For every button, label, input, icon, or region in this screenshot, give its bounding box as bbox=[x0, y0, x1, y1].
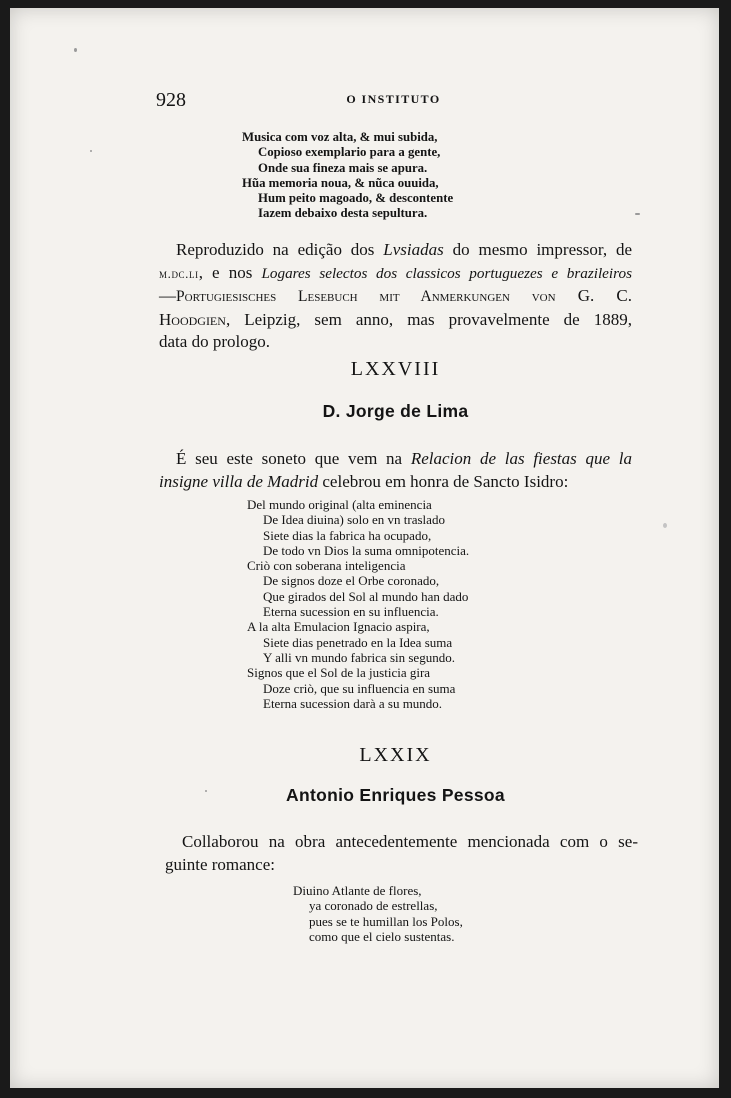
verse-line: De todo vn Dios la suma omnipotencia. bbox=[263, 542, 470, 558]
verse-line: De signos doze el Orbe coronado, bbox=[263, 573, 440, 589]
paragraph-line: data do prologo. bbox=[159, 332, 270, 351]
verse-line: Y alli vn mundo fabrica sin segundo. bbox=[263, 649, 455, 665]
verse-line: Copioso exemplario para a gente, bbox=[258, 145, 441, 160]
verse-sonnet bbox=[247, 497, 469, 711]
section-author-name: D. Jorge de Lima bbox=[322, 401, 469, 421]
verse-line: Hum peito magoado, & descontente bbox=[258, 191, 454, 206]
italic-title: Relacion de las fiestas que la bbox=[410, 449, 632, 468]
verse-line: Siete dias penetrado en la Idea suma bbox=[263, 634, 453, 650]
verse-line: Eterna sucession darà a su mundo. bbox=[263, 695, 443, 711]
paragraph-line bbox=[159, 309, 632, 332]
text-run: celebrou em honra de Sancto Isidro: bbox=[318, 471, 569, 491]
small-caps-name: Hoodgien bbox=[159, 309, 226, 329]
verse-line: como que el cielo sustentas. bbox=[309, 928, 455, 944]
roman-date: m.dc.li bbox=[159, 265, 199, 281]
paragraph-line bbox=[159, 285, 632, 309]
verse-line: De Idea diuina) solo en vn traslado bbox=[263, 512, 445, 528]
verse-line: Que girados del Sol al mundo han dado bbox=[263, 588, 469, 604]
verse-line: Diuino Atlante de flores, bbox=[293, 883, 422, 898]
small-caps-title: Portugiesisches Lesebuch mit Anmerkungen von bbox=[176, 288, 556, 305]
text-run: , Leipzig, sem anno, mas provavelmente de 1889, bbox=[225, 309, 632, 329]
verse-epitaph bbox=[242, 130, 453, 222]
verse-line: Del mundo original (alta eminencia bbox=[247, 497, 432, 512]
verse-line: Criò con soberana inteligencia bbox=[247, 558, 406, 574]
section-numeral-lxxix: LXXIX bbox=[359, 744, 432, 766]
paragraph-romance-intro bbox=[165, 831, 638, 876]
text-run: É seu este soneto que vem na bbox=[176, 449, 411, 468]
verse-line: ya coronado de estrellas, bbox=[309, 898, 438, 914]
verse-line: Eterna sucession en su influencia. bbox=[263, 604, 439, 620]
verse-line: Onde sua fineza mais se apura. bbox=[258, 160, 428, 175]
paragraph-sonnet-intro bbox=[159, 448, 632, 493]
paragraph-line bbox=[159, 239, 632, 262]
running-head bbox=[156, 88, 631, 114]
book-page bbox=[10, 8, 719, 1088]
verse-line: Doze criò, que su influencia en suma bbox=[263, 680, 456, 696]
paper-speck bbox=[90, 150, 92, 152]
section-author-name: Antonio Enriques Pessoa bbox=[286, 785, 505, 805]
paper-speck bbox=[635, 213, 640, 215]
text-run: , e nos bbox=[198, 262, 262, 282]
text-run: — bbox=[159, 286, 176, 305]
verse-line: Musica com voz alta, & mui subida, bbox=[242, 130, 438, 144]
paragraph-reproduction-note bbox=[159, 239, 632, 354]
verse-line: Hũa memoria noua, & nũca ouuida, bbox=[242, 175, 439, 190]
text-run: Reproduzido na edição dos bbox=[176, 240, 384, 259]
paragraph-line bbox=[159, 448, 632, 471]
paragraph-line: Collaborou na obra antecedentemente mencionada com o se- bbox=[182, 832, 638, 851]
verse-line: Iazem debaixo desta sepultura. bbox=[258, 206, 428, 221]
verse-romance bbox=[293, 883, 463, 944]
italic-title: insigne villa de Madrid bbox=[159, 471, 319, 491]
text-run: G. C. bbox=[555, 286, 632, 305]
text-run: do mesmo impressor, de bbox=[443, 240, 632, 259]
paper-speck bbox=[74, 48, 77, 52]
verse-line: Siete dias la fabrica ha ocupado, bbox=[263, 527, 432, 543]
section-numeral-lxxviii: LXXVIII bbox=[350, 358, 441, 380]
paper-speck bbox=[663, 523, 667, 528]
verse-line: A la alta Emulacion Ignacio aspira, bbox=[247, 619, 430, 635]
verse-line: pues se te humillan los Polos, bbox=[309, 913, 463, 929]
page-number: 928 bbox=[156, 89, 186, 111]
italic-title: Logares selectos dos classicos portuguezes e brazileiros bbox=[261, 264, 632, 282]
paragraph-line: guinte romance: bbox=[165, 854, 275, 874]
running-title: O INSTITUTO bbox=[346, 92, 441, 106]
paragraph-line bbox=[159, 262, 632, 286]
verse-line: Signos que el Sol de la justicia gira bbox=[247, 665, 431, 681]
paragraph-line bbox=[159, 471, 632, 494]
italic-title: Lvsiadas bbox=[383, 240, 444, 259]
